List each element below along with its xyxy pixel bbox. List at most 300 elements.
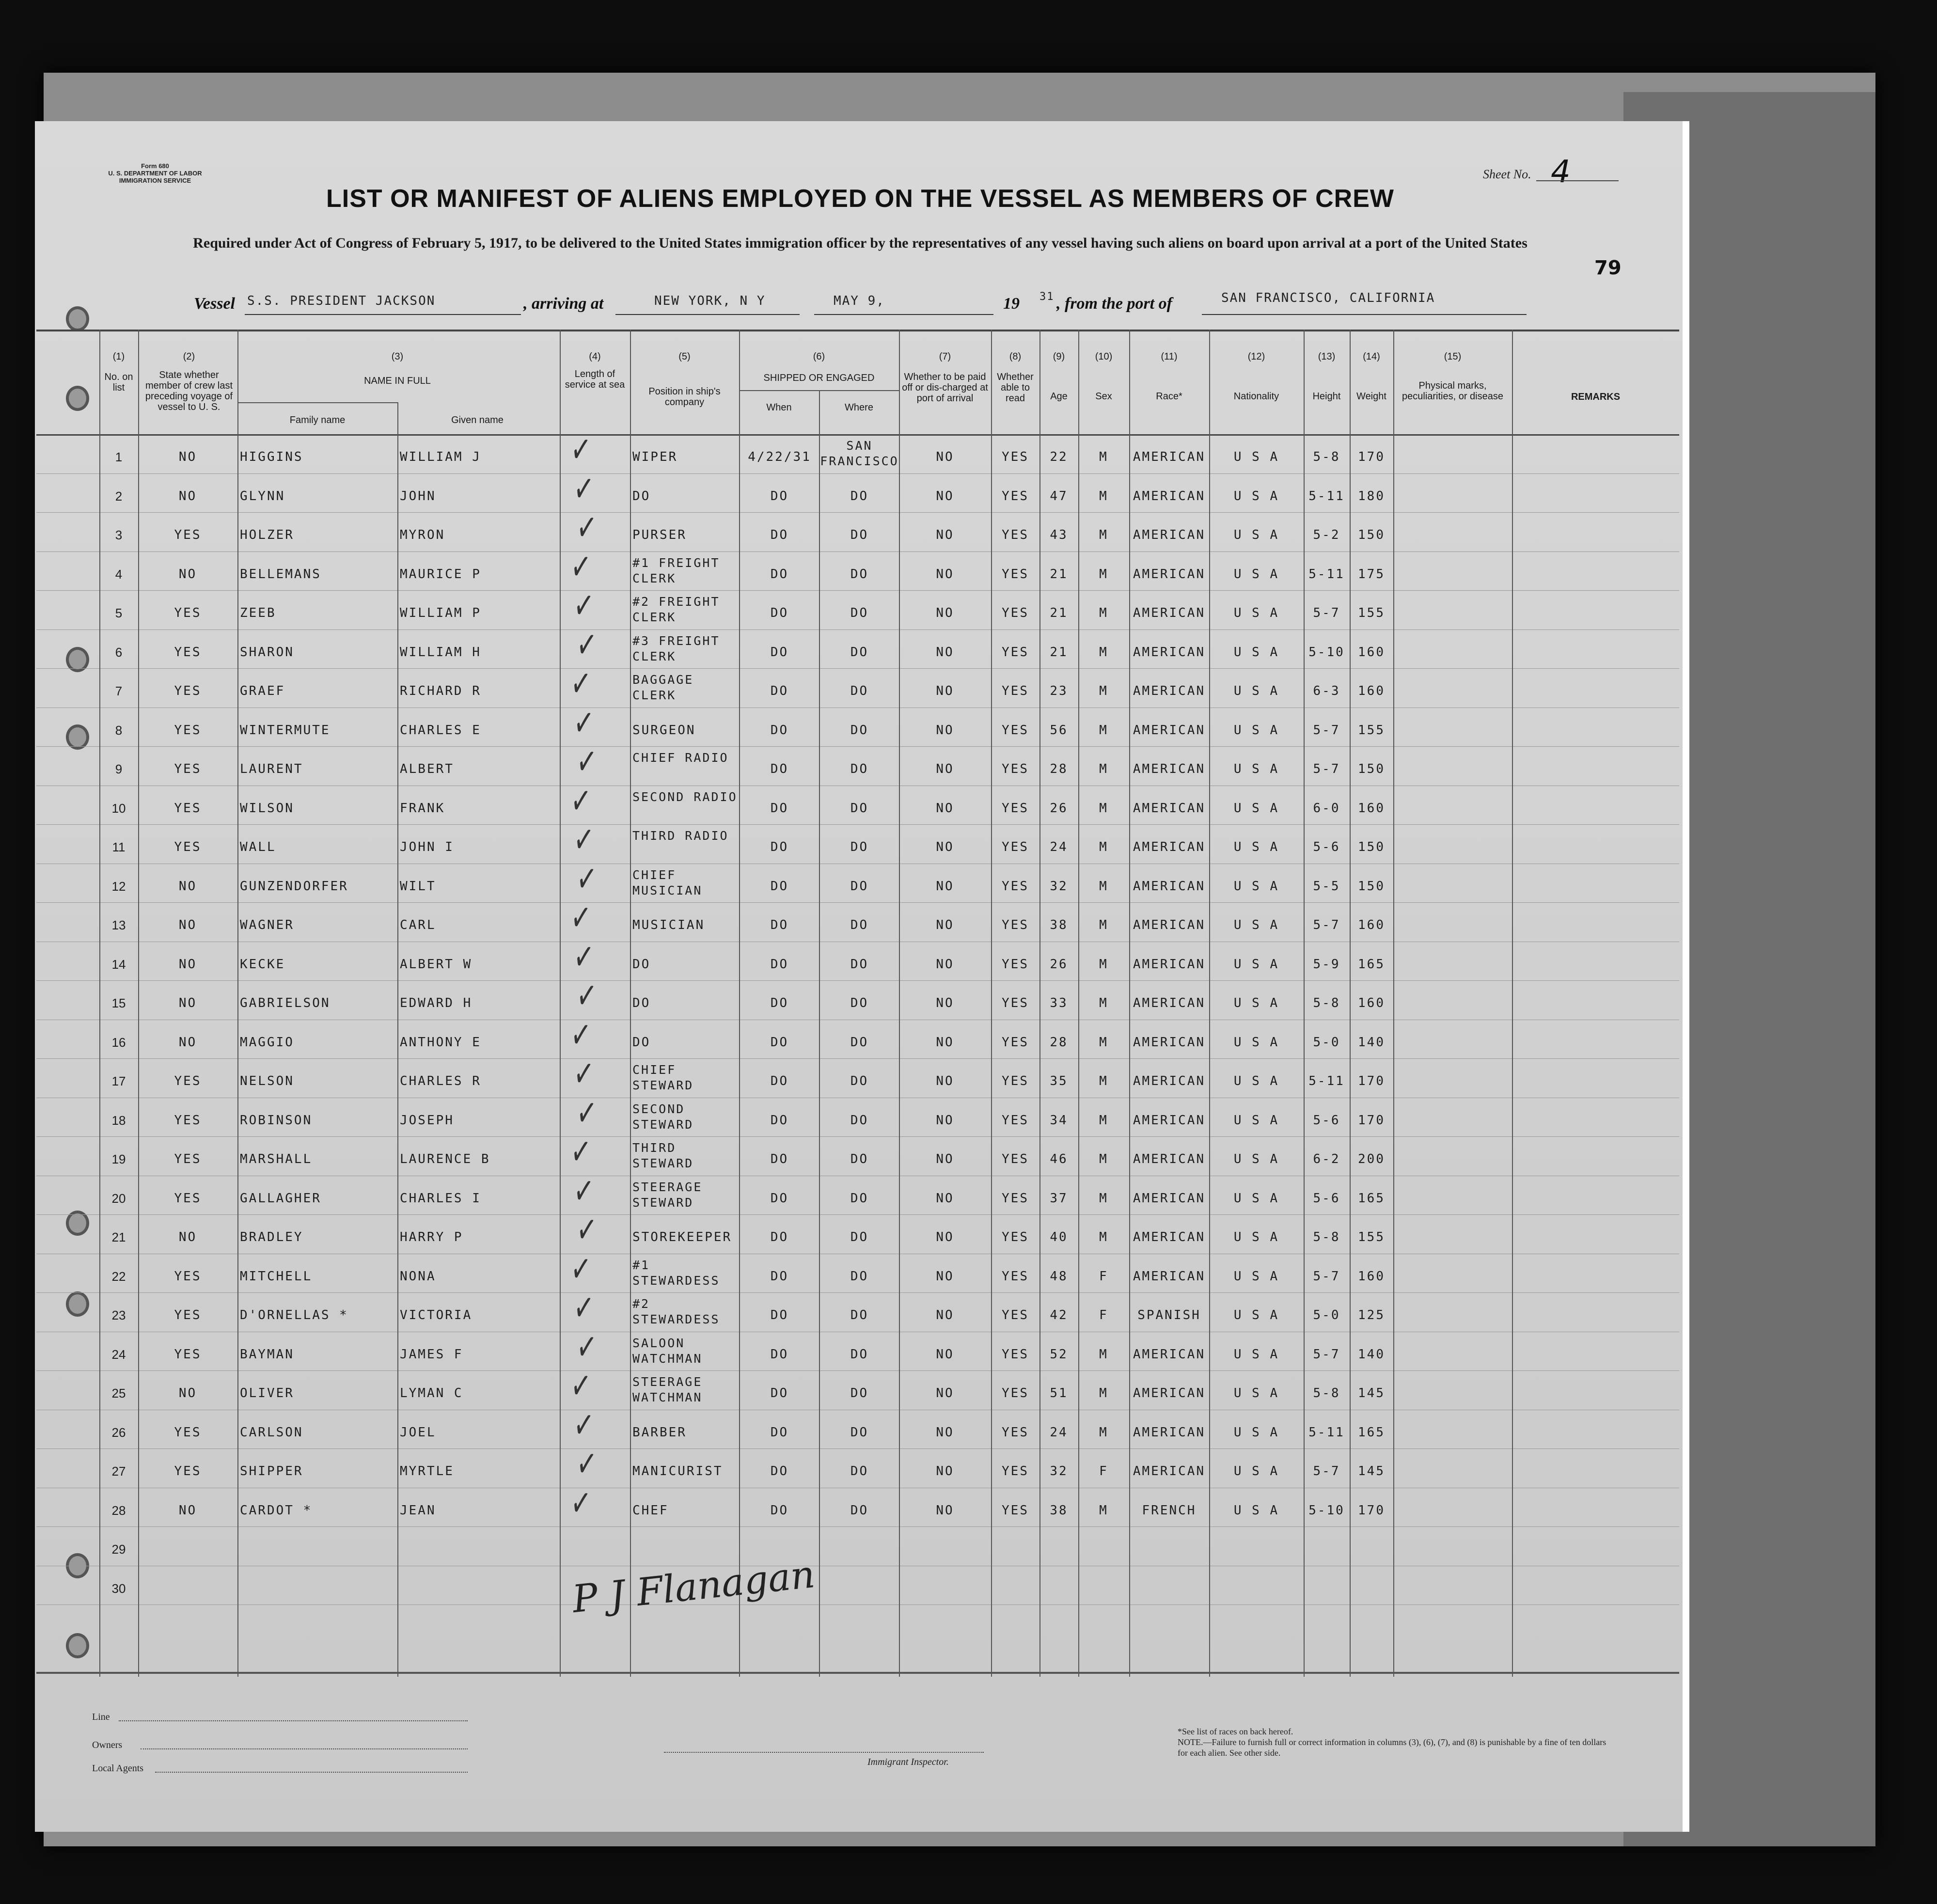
cell-shipped-when: DO: [770, 1191, 789, 1206]
col8-header: [991, 351, 1039, 404]
col2-label: State whether member of crew last preceding voyage of vessel to U. S.: [145, 370, 233, 412]
cell-given-name: ALBERT: [400, 762, 454, 776]
cell-row-number: 12: [111, 879, 126, 894]
year-prefix: 19: [1003, 295, 1020, 313]
cell-race: AMERICAN: [1133, 1113, 1206, 1128]
cell-able-to-read: YES: [1002, 879, 1029, 894]
cell-height: 5-7: [1313, 606, 1340, 620]
cell-sex: M: [1099, 762, 1108, 776]
cell-sex: M: [1099, 1347, 1108, 1362]
cell-family-name: GUNZENDORFER: [240, 879, 348, 894]
cell-shipped-when: DO: [770, 488, 789, 504]
cell-prev-voyage: NO: [178, 957, 197, 972]
row-rule: [36, 980, 1679, 981]
cell-sex: M: [1099, 996, 1108, 1010]
cell-row-number: 15: [111, 996, 126, 1010]
cell-nationality: U S A: [1233, 801, 1279, 816]
check-mark-icon: ✓: [569, 1361, 593, 1411]
cell-age: 40: [1050, 1230, 1068, 1244]
cell-shipped-when: DO: [770, 528, 789, 542]
cell-sex: M: [1099, 488, 1108, 504]
cell-shipped-when: DO: [770, 1464, 789, 1479]
cell-nationality: U S A: [1233, 1464, 1279, 1479]
col1-header: [99, 351, 138, 393]
cell-shipped-when: 4/22/31: [748, 450, 811, 464]
col5-label: Position in ship's company: [648, 386, 721, 408]
cell-row-number: 1: [115, 450, 123, 464]
cell-position: #1 STEWARDESS: [632, 1258, 720, 1288]
check-mark-icon: ✓: [569, 1244, 593, 1293]
col10-label: Sex: [1095, 391, 1112, 402]
cell-sex: M: [1099, 1425, 1108, 1440]
cell-paid-off: NO: [936, 879, 954, 894]
cell-prev-voyage: YES: [174, 1269, 202, 1284]
cell-given-name: CHARLES R: [400, 1074, 481, 1088]
cell-family-name: GABRIELSON: [240, 996, 331, 1010]
cell-shipped-when: DO: [770, 957, 789, 972]
cell-race: AMERICAN: [1133, 606, 1206, 620]
cell-shipped-where: DO: [850, 996, 869, 1010]
cell-nationality: U S A: [1233, 528, 1279, 542]
cell-prev-voyage: NO: [178, 566, 197, 582]
cell-weight: 200: [1358, 1152, 1385, 1166]
cell-age: 26: [1050, 957, 1068, 972]
cell-row-number: 13: [111, 918, 126, 932]
cell-row-number: 6: [115, 645, 123, 660]
col1-label: No. on list: [104, 372, 133, 393]
col-divider: [560, 330, 561, 1677]
form-identifier: [63, 162, 247, 184]
footer-owners-label: Owners: [92, 1740, 123, 1750]
cell-weight: 165: [1358, 1191, 1385, 1206]
cell-weight: 165: [1358, 957, 1385, 972]
cell-nationality: U S A: [1233, 684, 1279, 698]
cell-height: 5-9: [1313, 957, 1340, 972]
cell-able-to-read: YES: [1002, 488, 1029, 504]
row-rule: [36, 746, 1679, 747]
cell-height: 5-10: [1308, 645, 1345, 660]
col4-label: Length of service at sea: [565, 369, 625, 390]
cell-height: 5-7: [1313, 723, 1340, 738]
cell-shipped-when: DO: [770, 1503, 789, 1518]
cell-family-name: SHIPPER: [240, 1464, 303, 1479]
row-rule: [36, 1448, 1679, 1449]
cell-race: AMERICAN: [1133, 1347, 1206, 1362]
cell-weight: 145: [1358, 1464, 1385, 1479]
cell-row-number: 4: [115, 566, 123, 582]
check-mark-icon: ✓: [569, 776, 593, 825]
cell-given-name: ALBERT W: [400, 957, 472, 972]
cell-age: 28: [1050, 762, 1068, 776]
from-underline: [1202, 314, 1527, 315]
cell-age: 46: [1050, 1152, 1068, 1166]
col12-number: (12): [1247, 351, 1265, 362]
header-bottom-rule: [36, 434, 1679, 436]
cell-row-number: 21: [111, 1230, 126, 1244]
check-mark-icon: ✓: [572, 698, 596, 747]
cell-nationality: U S A: [1233, 1347, 1279, 1362]
check-mark-icon: ✓: [572, 1166, 596, 1215]
cell-race: AMERICAN: [1133, 1269, 1206, 1284]
check-mark-icon: ✓: [569, 659, 593, 708]
col4-number: (4): [589, 351, 601, 362]
cell-prev-voyage: YES: [174, 723, 202, 738]
cell-shipped-when: DO: [770, 1230, 789, 1244]
cell-position: WIPER: [632, 450, 678, 464]
cell-shipped-where: DO: [850, 1113, 869, 1128]
cell-row-number: 5: [115, 606, 123, 620]
cell-family-name: WAGNER: [240, 918, 294, 932]
footer-agents-label: Local Agents: [92, 1763, 144, 1774]
cell-sex: M: [1099, 645, 1108, 660]
cell-paid-off: NO: [936, 528, 954, 542]
cell-race: AMERICAN: [1133, 645, 1206, 660]
cell-row-number: 2: [115, 488, 123, 504]
cell-shipped-where: DO: [850, 645, 869, 660]
cell-shipped-when: DO: [770, 762, 789, 776]
row-rule: [36, 902, 1679, 903]
cell-weight: 180: [1358, 488, 1385, 504]
cell-height: 5-7: [1313, 762, 1340, 776]
cell-given-name: FRANK: [400, 801, 445, 816]
cell-prev-voyage: NO: [178, 1503, 197, 1518]
cell-family-name: ZEEB: [240, 606, 276, 620]
col9-number: (9): [1053, 351, 1065, 362]
cell-prev-voyage: YES: [174, 606, 202, 620]
cell-weight: 160: [1358, 1269, 1385, 1284]
cell-given-name: CHARLES E: [400, 723, 481, 738]
cell-race: AMERICAN: [1133, 1152, 1206, 1166]
cell-height: 5-7: [1313, 918, 1340, 932]
col11-header: [1129, 351, 1209, 402]
cell-able-to-read: YES: [1002, 957, 1029, 972]
cell-given-name: MYRON: [400, 528, 445, 542]
col5-header: [630, 351, 739, 408]
cell-weight: 155: [1358, 1230, 1385, 1244]
col6-header: [739, 351, 899, 383]
cell-age: 56: [1050, 723, 1068, 738]
cell-position: THIRD RADIO: [632, 829, 729, 843]
cell-paid-off: NO: [936, 1464, 954, 1479]
cell-position: DO: [632, 996, 651, 1010]
cell-sex: M: [1099, 1503, 1108, 1518]
cell-position: DO: [632, 488, 651, 504]
check-mark-icon: ✓: [575, 737, 598, 787]
cell-position: STEERAGE WATCHMAN: [632, 1375, 703, 1404]
cell-age: 34: [1050, 1113, 1068, 1128]
col13-number: (13): [1318, 351, 1336, 362]
cell-family-name: MARSHALL: [240, 1152, 313, 1166]
cell-age: 28: [1050, 1035, 1068, 1050]
cell-shipped-when: DO: [770, 840, 789, 854]
cell-paid-off: NO: [936, 1113, 954, 1128]
cell-height: 5-6: [1313, 1191, 1340, 1206]
cell-position: CHIEF STEWARD: [632, 1063, 694, 1092]
check-mark-icon: ✓: [572, 815, 596, 865]
cell-shipped-when: DO: [770, 1074, 789, 1088]
col-divider: [1512, 330, 1513, 1677]
footer-owners-rule: [141, 1748, 468, 1749]
cell-able-to-read: YES: [1002, 684, 1029, 698]
cell-able-to-read: YES: [1002, 450, 1029, 464]
cell-able-to-read: YES: [1002, 1230, 1029, 1244]
cell-sex: M: [1099, 1191, 1108, 1206]
cell-shipped-when: DO: [770, 801, 789, 816]
cell-height: 5-5: [1313, 879, 1340, 894]
cell-prev-voyage: YES: [174, 1152, 202, 1166]
cell-nationality: U S A: [1233, 1152, 1279, 1166]
cell-sex: M: [1099, 1035, 1108, 1050]
cell-row-number: 14: [111, 957, 126, 972]
vessel-label: Vessel: [194, 295, 235, 313]
row-rule: [36, 1292, 1679, 1293]
cell-nationality: U S A: [1233, 840, 1279, 854]
cell-given-name: JOSEPH: [400, 1113, 454, 1128]
row-rule: [36, 1214, 1679, 1215]
cell-paid-off: NO: [936, 488, 954, 504]
cell-row-number: 10: [111, 801, 126, 816]
page-subtitle: Required under Act of Congress of February 5, 1917, to be delivered to the United States immigration officer by the representatives of any vessel having such aliens on board upon arrival at a port of the United States: [193, 235, 1528, 251]
cell-able-to-read: YES: [1002, 1347, 1029, 1362]
cell-shipped-where: DO: [850, 1152, 869, 1166]
cell-family-name: MAGGIO: [240, 1035, 294, 1050]
cell-shipped-where: DO: [850, 1386, 869, 1400]
cell-paid-off: NO: [936, 957, 954, 972]
cell-nationality: U S A: [1233, 957, 1279, 972]
cell-race: SPANISH: [1137, 1308, 1201, 1322]
cell-weight: 155: [1358, 723, 1385, 738]
cell-age: 43: [1050, 528, 1068, 542]
arrival-date: MAY 9,: [834, 294, 885, 308]
cell-paid-off: NO: [936, 1191, 954, 1206]
col2-header: [143, 351, 235, 412]
footnote-penalty: NOTE.—Failure to furnish full or correct information in columns (3), (6), (7), and (8) is punishable by a fine of ten dollars for each alien. See other side.: [1178, 1737, 1606, 1758]
row-rule: [36, 551, 1679, 552]
cell-given-name: LAURENCE B: [400, 1152, 490, 1166]
punch-hole: [66, 306, 89, 331]
cell-given-name: WILLIAM J: [400, 450, 481, 464]
cell-age: 24: [1050, 840, 1068, 854]
cell-row-number: 25: [111, 1386, 126, 1400]
cell-paid-off: NO: [936, 762, 954, 776]
cell-weight: 160: [1358, 996, 1385, 1010]
check-mark-icon: ✓: [569, 1478, 593, 1527]
cell-sex: M: [1099, 606, 1108, 620]
cell-row-number: 9: [115, 762, 123, 776]
cell-shipped-where: DO: [850, 1269, 869, 1284]
cell-nationality: U S A: [1233, 1269, 1279, 1284]
check-mark-icon: ✓: [575, 1322, 598, 1371]
cell-sex: M: [1099, 1386, 1108, 1400]
row-rule: [36, 668, 1679, 669]
cell-shipped-where: DO: [850, 957, 869, 972]
cell-family-name: HIGGINS: [240, 450, 303, 464]
cell-race: FRENCH: [1142, 1503, 1197, 1518]
cell-weight: 140: [1358, 1347, 1385, 1362]
cell-shipped-where: DO: [850, 879, 869, 894]
cell-shipped-when: DO: [770, 1113, 789, 1128]
cell-prev-voyage: YES: [174, 1074, 202, 1088]
cell-given-name: JOEL: [400, 1425, 436, 1440]
cell-position: STOREKEEPER: [632, 1230, 732, 1244]
cell-row-number: 20: [111, 1191, 126, 1206]
cell-shipped-when: DO: [770, 879, 789, 894]
cell-height: 5-11: [1308, 1425, 1345, 1440]
cell-able-to-read: YES: [1002, 762, 1029, 776]
cell-row-number: 3: [115, 528, 123, 542]
cell-family-name: MITCHELL: [240, 1269, 313, 1284]
cell-position: SURGEON: [632, 723, 696, 738]
cell-shipped-where: DO: [850, 528, 869, 542]
cell-position: #3 FREIGHT CLERK: [632, 633, 720, 663]
cell-race: AMERICAN: [1133, 801, 1206, 816]
cell-sex: M: [1099, 840, 1108, 854]
cell-given-name: JEAN: [400, 1503, 436, 1518]
cell-height: 5-11: [1308, 488, 1345, 504]
cell-given-name: HARRY P: [400, 1230, 463, 1244]
service: IMMIGRATION SERVICE: [119, 177, 191, 184]
cell-height: 5-2: [1313, 528, 1340, 542]
col3-header: [237, 351, 557, 386]
row-rule: [36, 629, 1679, 630]
cell-race: AMERICAN: [1133, 1035, 1206, 1050]
col15-label: Physical marks, peculiarities, or disease: [1402, 380, 1503, 402]
cell-able-to-read: YES: [1002, 918, 1029, 932]
table-bottom-rule: [36, 1672, 1679, 1674]
cell-paid-off: NO: [936, 1035, 954, 1050]
cell-age: 48: [1050, 1269, 1068, 1284]
cell-family-name: KECKE: [240, 957, 285, 972]
cell-paid-off: NO: [936, 566, 954, 582]
from-port: SAN FRANCISCO, CALIFORNIA: [1221, 291, 1435, 305]
cell-able-to-read: YES: [1002, 1503, 1029, 1518]
cell-nationality: U S A: [1233, 1074, 1279, 1088]
col14-number: (14): [1363, 351, 1380, 362]
cell-race: AMERICAN: [1133, 488, 1206, 504]
cell-height: 5-7: [1313, 1464, 1340, 1479]
col15-header: [1396, 351, 1510, 402]
cell-row-number: 8: [115, 723, 123, 738]
cell-paid-off: NO: [936, 450, 954, 464]
cell-weight: 150: [1358, 762, 1385, 776]
col15-number: (15): [1444, 351, 1462, 362]
cell-age: 21: [1050, 645, 1068, 660]
cell-paid-off: NO: [936, 723, 954, 738]
cell-family-name: CARLSON: [240, 1425, 303, 1440]
cell-family-name: SHARON: [240, 645, 294, 660]
cell-shipped-where: DO: [850, 1464, 869, 1479]
col5-number: (5): [678, 351, 691, 362]
cell-shipped-where: DO: [850, 1347, 869, 1362]
cell-shipped-when: DO: [770, 918, 789, 932]
cell-family-name: D'ORNELLAS *: [240, 1308, 348, 1322]
cell-height: 5-10: [1308, 1503, 1345, 1518]
cell-height: 5-8: [1313, 450, 1340, 464]
vessel-underline: [245, 314, 521, 315]
cell-shipped-where: SAN FRANCISCO: [820, 439, 899, 468]
cell-position: SALOON WATCHMAN: [632, 1336, 703, 1366]
form-number: Form 680: [141, 162, 169, 170]
cell-weight: 160: [1358, 801, 1385, 816]
cell-shipped-where: DO: [850, 1074, 869, 1088]
cell-family-name: BELLEMANS: [240, 566, 321, 582]
cell-prev-voyage: NO: [178, 1230, 197, 1244]
col-divider: [1393, 330, 1394, 1677]
cell-sex: M: [1099, 1113, 1108, 1128]
cell-position: #1 FREIGHT CLERK: [632, 555, 720, 585]
cell-prev-voyage: YES: [174, 840, 202, 854]
cell-weight: 175: [1358, 566, 1385, 582]
inspector-rule: [664, 1752, 984, 1753]
cell-able-to-read: YES: [1002, 645, 1029, 660]
cell-nationality: U S A: [1233, 1425, 1279, 1440]
footnote: [1178, 1726, 1614, 1758]
cell-shipped-when: DO: [770, 1347, 789, 1362]
when-header: When: [766, 402, 792, 413]
cell-shipped-when: DO: [770, 996, 789, 1010]
col6-label: SHIPPED OR ENGAGED: [763, 373, 875, 383]
cell-nationality: U S A: [1233, 879, 1279, 894]
cell-given-name: VICTORIA: [400, 1308, 472, 1322]
cell-shipped-where: DO: [850, 918, 869, 932]
col4-header: [560, 351, 630, 390]
cell-race: AMERICAN: [1133, 1191, 1206, 1206]
cell-shipped-where: DO: [850, 801, 869, 816]
cell-height: 6-0: [1313, 801, 1340, 816]
cell-race: AMERICAN: [1133, 1230, 1206, 1244]
cell-given-name: JOHN I: [400, 840, 454, 854]
cell-weight: 160: [1358, 684, 1385, 698]
cell-able-to-read: YES: [1002, 840, 1029, 854]
cell-paid-off: NO: [936, 1074, 954, 1088]
col8-number: (8): [1009, 351, 1022, 362]
cell-sex: M: [1099, 918, 1108, 932]
vessel-name: S.S. PRESIDENT JACKSON: [247, 294, 436, 308]
check-mark-icon: ✓: [569, 542, 593, 591]
cell-able-to-read: YES: [1002, 1035, 1029, 1050]
cell-nationality: U S A: [1233, 645, 1279, 660]
cell-nationality: U S A: [1233, 1386, 1279, 1400]
cell-shipped-when: DO: [770, 1269, 789, 1284]
cell-shipped-when: DO: [770, 1308, 789, 1322]
col-divider: [630, 330, 631, 1677]
cell-prev-voyage: NO: [178, 918, 197, 932]
cell-nationality: U S A: [1233, 723, 1279, 738]
cell-height: 5-0: [1313, 1308, 1340, 1322]
col13-label: Height: [1312, 391, 1341, 402]
name-subheader-rule: [237, 402, 397, 403]
cell-given-name: MYRTLE: [400, 1464, 454, 1479]
cell-race: AMERICAN: [1133, 1464, 1206, 1479]
cell-sex: M: [1099, 723, 1108, 738]
arriving-port: NEW YORK, N Y: [654, 294, 766, 308]
cell-age: 33: [1050, 996, 1068, 1010]
cell-prev-voyage: YES: [174, 528, 202, 542]
cell-height: 5-11: [1308, 566, 1345, 582]
cell-able-to-read: YES: [1002, 996, 1029, 1010]
cell-height: 5-11: [1308, 1074, 1345, 1088]
footer-agents-rule: [155, 1772, 468, 1773]
cell-weight: 155: [1358, 606, 1385, 620]
col14-label: Weight: [1356, 391, 1386, 402]
cell-prev-voyage: YES: [174, 762, 202, 776]
cell-shipped-when: DO: [770, 606, 789, 620]
table-top-rule: [36, 330, 1679, 331]
cell-race: AMERICAN: [1133, 1425, 1206, 1440]
cell-weight: 150: [1358, 840, 1385, 854]
col-divider: [819, 390, 820, 1677]
cell-sex: M: [1099, 879, 1108, 894]
